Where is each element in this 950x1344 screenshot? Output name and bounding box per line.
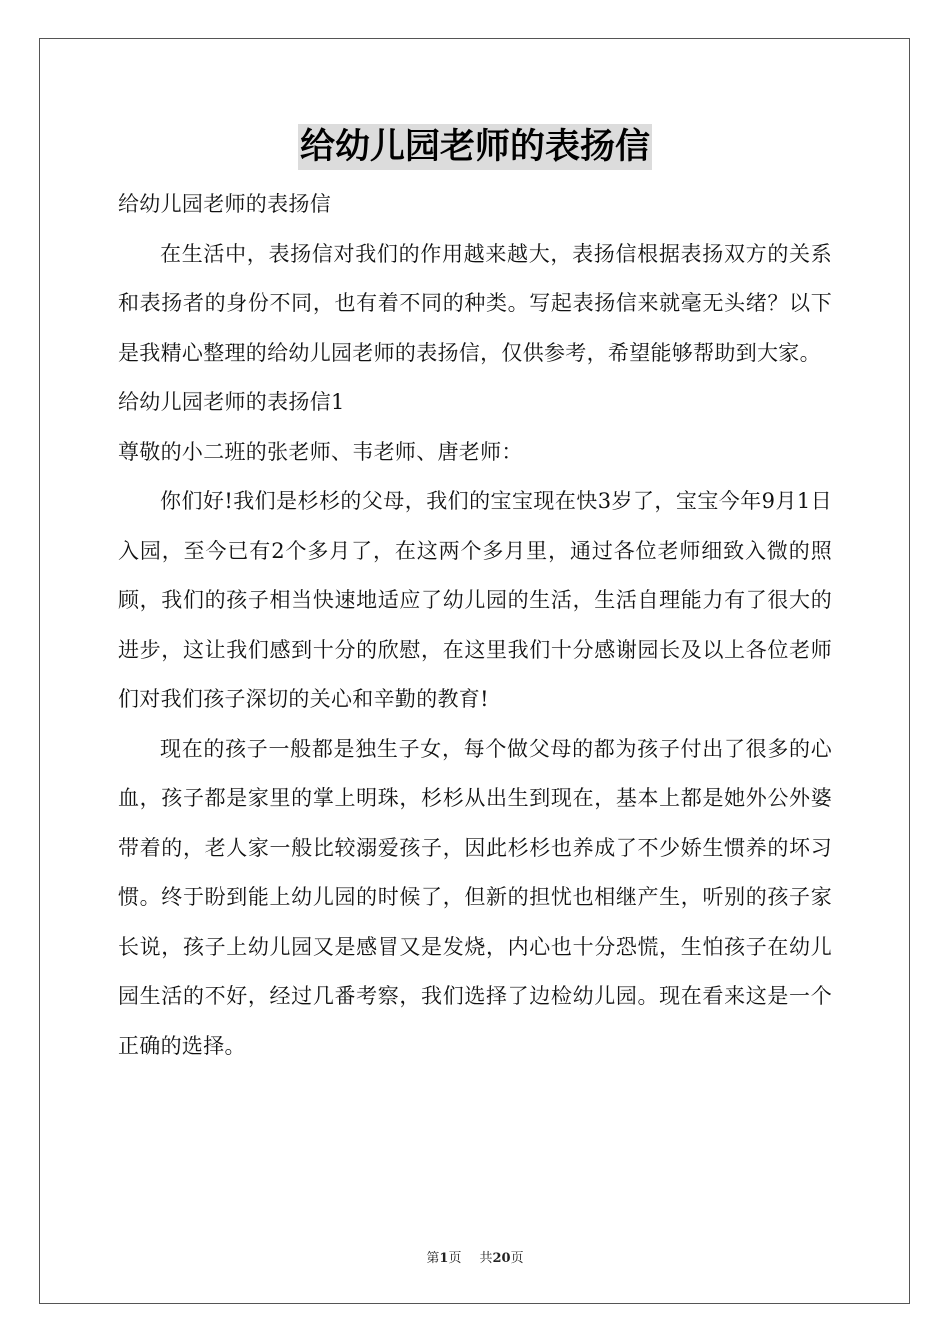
intro-paragraph: 在生活中，表扬信对我们的作用越来越大，表扬信根据表扬双方的关系和表扬者的身份不同，也有着不同的种类。写起表扬信来就毫无头绪？以下是我精心整理的给幼儿园老师的表扬信，仅供参考，希望能够帮助到大家。 [118, 241, 832, 365]
total-pages: 20 [492, 1251, 511, 1266]
page-suffix: 页 [448, 1251, 462, 1266]
document-subtitle: 给幼儿园老师的表扬信 [118, 192, 331, 216]
body-paragraph-1: 你们好!我们是杉杉的父母，我们的宝宝现在快3岁了，宝宝今年9月1日入园，至今已有2个多月了，在这两个多月里，通过各位老师细致入微的照顾，我们的孩子相当快速地适应了幼儿园的生活，生活自理能力有了很大的进步，这让我们感到十分的欣慰，在这里我们十分感谢园长及以上各位老师们对我们孩子深切的关心和辛勤的教育! [118, 489, 832, 711]
salutation: 尊敬的小二班的张老师、韦老师、唐老师： [118, 439, 523, 464]
document-title: 给幼儿园老师的表扬信 [298, 124, 652, 170]
section-heading: 给幼儿园老师的表扬信1 [118, 390, 345, 414]
page-prefix: 第 [426, 1251, 440, 1266]
total-suffix: 页 [510, 1251, 524, 1266]
title-block [0, 124, 950, 170]
body-paragraph-2: 现在的孩子一般都是独生子女，每个做父母的都为孩子付出了很多的心血，孩子都是家里的掌上明珠，杉杉从出生到现在，基本上都是她外公外婆带着的，老人家一般比较溺爱孩子，因此杉杉也养成了不少娇生惯养的坏习惯。终于盼到能上幼儿园的时候了，但新的担忧也相继产生，听别的孩子家长说，孩子上幼儿园又是感冒又是发烧，内心也十分恐慌，生怕孩子在幼儿园生活的不好，经过几番考察，我们选择了边检幼儿园。现在看来这是一个正确的选择。 [118, 736, 832, 1058]
total-prefix: 共 [479, 1251, 493, 1266]
document-body [118, 180, 832, 1071]
page-footer [0, 1247, 950, 1266]
page-number: 1 [439, 1251, 449, 1266]
